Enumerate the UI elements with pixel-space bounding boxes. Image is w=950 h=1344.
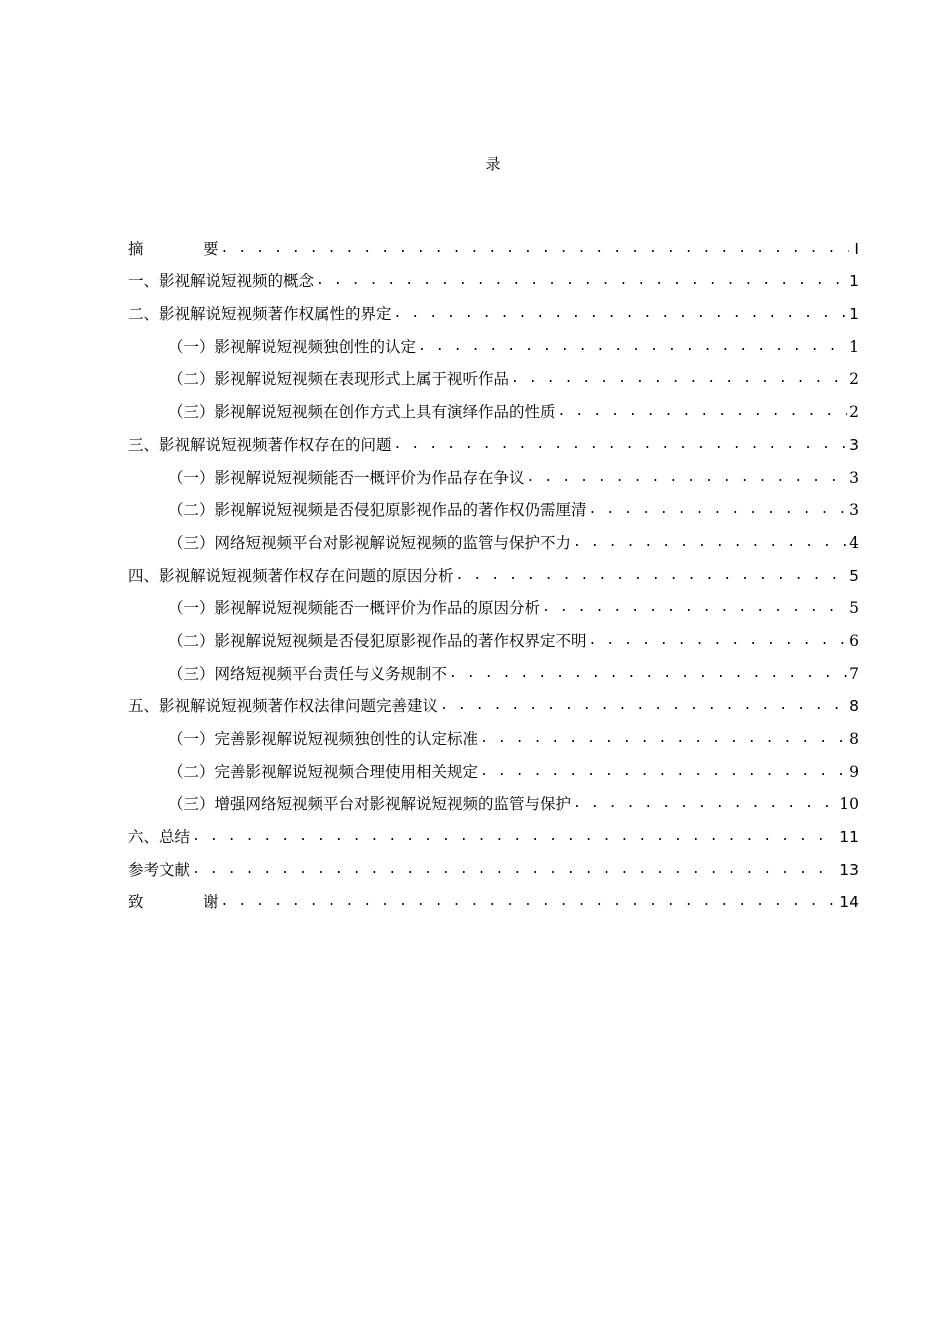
toc-entry-title: （一）完善影视解说短视频独创性的认定标准	[168, 730, 479, 748]
toc-entry[interactable]	[128, 489, 859, 522]
toc-entry[interactable]	[128, 783, 859, 816]
toc-entry-page: 2	[849, 370, 859, 389]
toc-dot-leader	[527, 467, 848, 489]
toc-dot-leader	[542, 597, 847, 619]
toc-entry[interactable]	[128, 815, 859, 848]
toc-entry-page: 8	[849, 697, 859, 716]
toc-entry-title: （二）影视解说短视频在表现形式上属于视听作品	[168, 370, 510, 389]
toc-entry-title: （三）网络短视频平台责任与义务规制不	[168, 664, 448, 683]
toc-entry[interactable]	[128, 619, 859, 652]
toc-entry-title: （二）影视解说短视频是否侵犯原影视作品的著作权仍需厘清	[168, 501, 587, 520]
toc-entry-page: 1	[849, 272, 859, 291]
toc-entry[interactable]	[128, 652, 859, 685]
toc-dot-leader	[449, 663, 847, 685]
toc-entry[interactable]	[128, 881, 859, 914]
toc-dot-leader	[316, 270, 847, 292]
toc-entry-page: 14	[839, 893, 859, 912]
toc-entry-title: 参考文献	[128, 860, 191, 879]
toc-entry-title: 六、总结	[128, 828, 191, 847]
toc-dot-leader	[192, 826, 837, 848]
toc-dot-leader	[589, 630, 848, 652]
toc-dot-leader	[589, 499, 848, 521]
toc-entry-title: （三）影视解说短视频在创作方式上具有演绎作品的性质	[168, 403, 556, 422]
toc-entry[interactable]	[128, 685, 859, 718]
toc-dot-leader	[221, 238, 849, 260]
toc-dot-leader	[192, 859, 837, 881]
toc-entry-page: 3	[849, 435, 859, 454]
toc-dot-leader	[480, 728, 847, 750]
toc-entry-page: 11	[839, 828, 859, 847]
toc-entry-page: I	[854, 239, 859, 258]
toc-entry[interactable]	[128, 587, 859, 620]
toc-entry-page: 2	[849, 403, 859, 422]
toc-entry-title: 摘 要	[128, 239, 241, 258]
toc-entry-title: （一）影视解说短视频独创性的认定	[168, 337, 417, 356]
toc-entry-page: 3	[849, 468, 859, 487]
toc-entry[interactable]	[128, 292, 859, 325]
toc-entry[interactable]	[128, 227, 859, 260]
toc-entry-page: 5	[849, 566, 859, 585]
toc-dot-leader	[573, 793, 837, 815]
toc-entry-page: 6	[849, 631, 859, 650]
toc-entry-title: 三、影视解说短视频著作权存在的问题	[128, 435, 392, 454]
toc-entry[interactable]	[128, 390, 859, 423]
toc-entry-page: 1	[849, 305, 859, 324]
toc-entry-title: 五、影视解说短视频著作权法律问题完善建议	[128, 697, 439, 716]
toc-entry-page: 7	[849, 664, 859, 683]
toc-entry[interactable]	[128, 717, 859, 750]
toc-entry-title: （二）完善影视解说短视频合理使用相关规定	[168, 762, 479, 781]
toc-entry-title: （一）影视解说短视频能否一概评价为作品的原因分析	[168, 599, 541, 618]
toc-entry-title: 二、影视解说短视频著作权属性的界定	[128, 305, 392, 324]
toc-entry[interactable]	[128, 325, 859, 358]
toc-entry-page: 1	[849, 337, 859, 356]
toc-entry-title: （二）影视解说短视频是否侵犯原影视作品的著作权界定不明	[168, 631, 587, 650]
toc-entry-page: 10	[839, 795, 859, 814]
toc-entry-title: 一、影视解说短视频的概念	[128, 272, 315, 291]
toc-dot-leader	[558, 401, 848, 423]
toc-entry-title: 四、影视解说短视频著作权存在问题的原因分析	[128, 566, 454, 585]
toc-dot-leader	[440, 695, 847, 717]
table-of-contents	[128, 227, 859, 913]
toc-entry-page: 8	[849, 730, 859, 748]
toc-entry-title: （三）增强网络短视频平台对影视解说短视频的监管与保护	[168, 795, 572, 814]
toc-dot-leader	[418, 336, 847, 358]
toc-heading: 录	[485, 155, 501, 173]
toc-dot-leader	[573, 532, 847, 554]
toc-dot-leader	[511, 368, 847, 390]
toc-entry[interactable]	[128, 456, 859, 489]
toc-dot-leader	[221, 891, 838, 913]
toc-dot-leader	[394, 303, 848, 325]
toc-entry-page: 3	[849, 501, 859, 520]
toc-entry-title: （三）网络短视频平台对影视解说短视频的监管与保护不力	[168, 533, 572, 552]
toc-entry[interactable]	[128, 423, 859, 456]
toc-entry[interactable]	[128, 260, 859, 293]
toc-entry-title: 致 谢	[128, 893, 241, 912]
toc-entry-page: 4	[849, 533, 859, 552]
toc-dot-leader	[480, 761, 847, 783]
toc-entry[interactable]	[128, 521, 859, 554]
toc-entry-page: 9	[849, 762, 859, 781]
toc-entry-page: 5	[849, 599, 859, 618]
toc-entry[interactable]	[128, 358, 859, 391]
toc-entry[interactable]	[128, 750, 859, 783]
toc-dot-leader	[456, 565, 848, 587]
toc-entry[interactable]	[128, 554, 859, 587]
toc-entry[interactable]	[128, 848, 859, 881]
toc-entry-page: 13	[839, 860, 859, 879]
toc-dot-leader	[394, 434, 848, 456]
toc-entry-title: （一）影视解说短视频能否一概评价为作品存在争议	[168, 468, 525, 487]
